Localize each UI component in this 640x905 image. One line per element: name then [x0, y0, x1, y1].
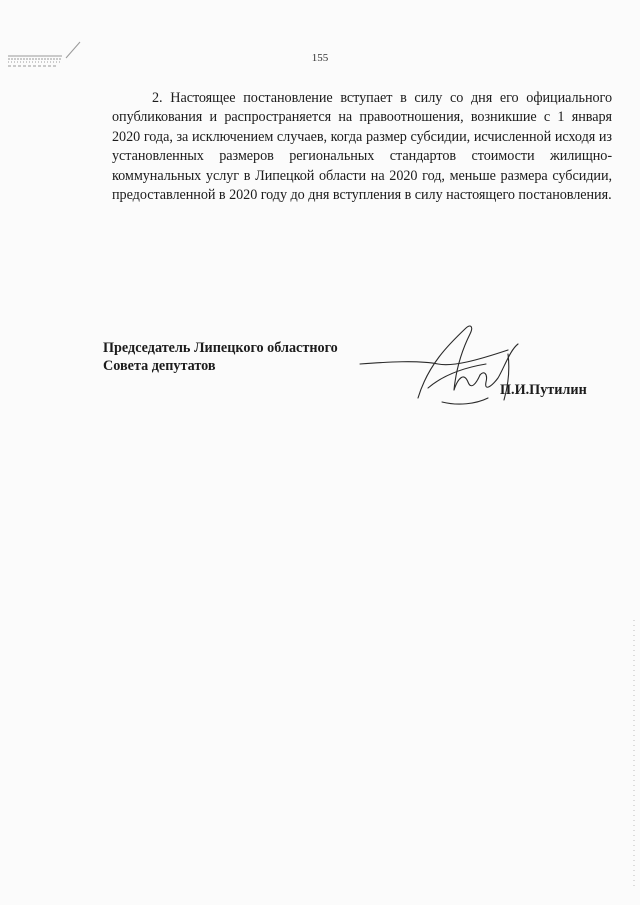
signature-block	[103, 339, 403, 375]
scan-edge-artifact	[632, 620, 636, 890]
paragraph-2: 2. Настоящее постановление вступает в силу со дня его официального опубликования и распространяется на правоотношения, возникшие с 1 января 2020 года, за исключением случаев, когда размер субсидии, исчисленной исходя из установленных размеров региональных стандартов стоимости жилищно-коммунальных услуг в Липецкой области на 2020 год, меньше размера субсидии, предоставленной в 2020 году до дня вступления в силу настоящего постановления.	[112, 90, 612, 204]
signatory-title-line1: Председатель Липецкого областного	[103, 340, 338, 356]
body-text	[112, 89, 612, 205]
signatory-title-line2: Совета депутатов	[103, 358, 216, 374]
page-number: 155	[311, 52, 329, 64]
signatory-name: П.И.Путилин	[500, 382, 587, 398]
